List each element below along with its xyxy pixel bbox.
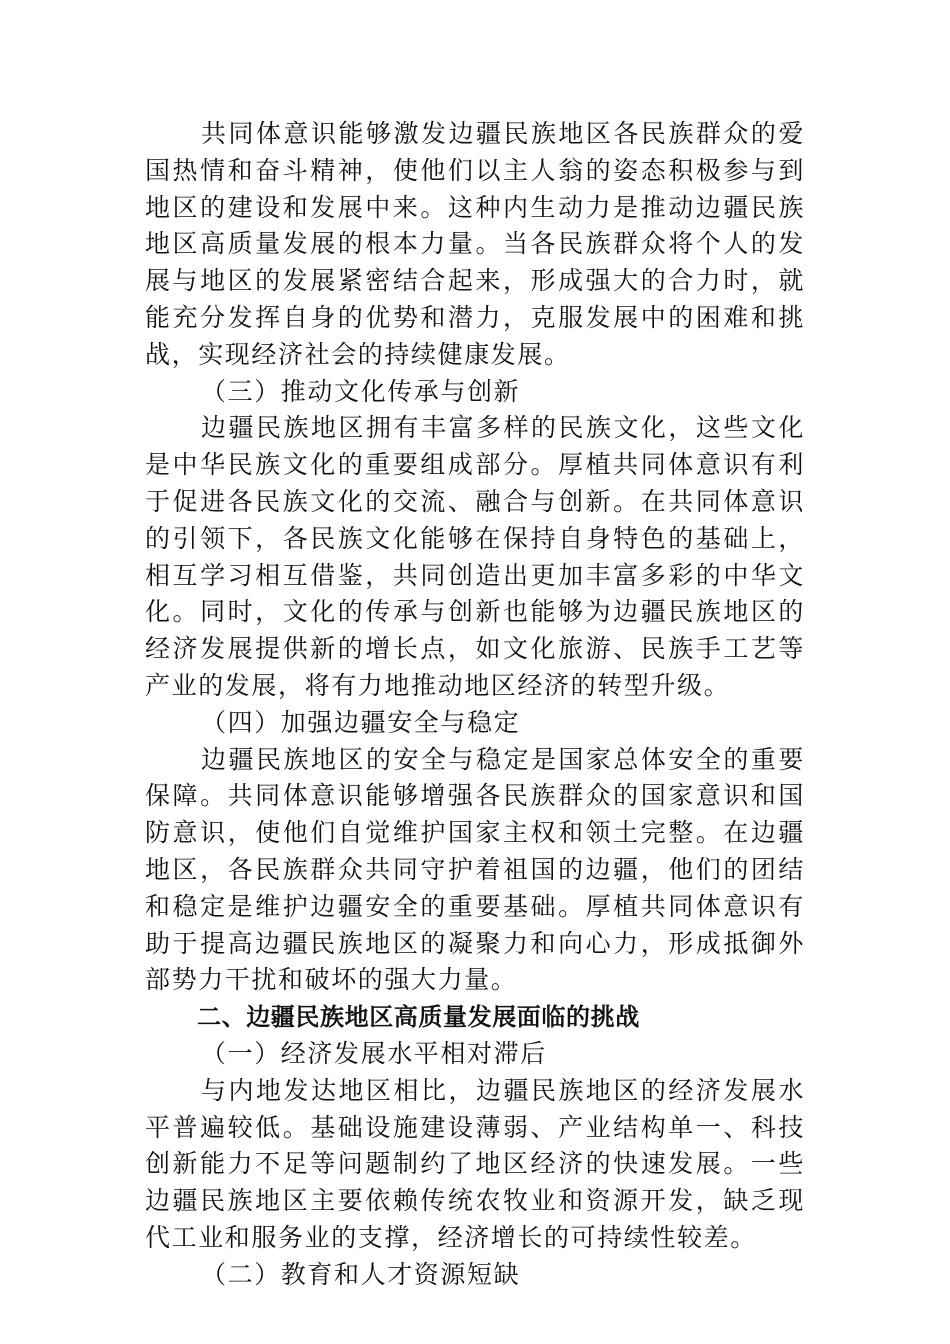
paragraph-culture-inheritance: 边疆民族地区拥有丰富多样的民族文化，这些文化是中华民族文化的重要组成部分。厚植共同体意识有利于促进各民族文化的交流、融合与创新。在共同体意识的引领下，各民族文化能够在保持自身特色的基础上，相互学习相互借鉴，共同创造出更加丰富多彩的中华文化。同时，文化的传承与创新也能够为边疆民族地区的经济发展提供新的增长点，如文化旅游、民族手工艺等产业的发展，将有力地推动地区经济的转型升级。	[145, 413, 805, 700]
section-heading-challenges: 二、边疆民族地区高质量发展面临的挑战	[197, 1003, 640, 1032]
subheading-education-talent: （二）教育和人才资源短缺	[201, 1259, 521, 1289]
subheading-culture-inheritance: （三）推动文化传承与创新	[201, 376, 521, 406]
paragraph-economic-lag: 与内地发达地区相比，边疆民族地区的经济发展水平普遍较低。基础设施建设薄弱、产业结构单一、科技创新能力不足等问题制约了地区经济的快速发展。一些边疆民族地区主要依赖传统农牧业和资源开发，缺乏现代工业和服务业的支撑，经济增长的可持续性较差。	[145, 1075, 805, 1252]
document-page	[145, 116, 805, 1294]
subheading-border-security: （四）加强边疆安全与稳定	[201, 707, 521, 737]
paragraph-border-security: 边疆民族地区的安全与稳定是国家总体安全的重要保障。共同体意识能够增强各民族群众的国家意识和国防意识，使他们自觉维护国家主权和领土完整。在边疆地区，各民族群众共同守护着祖国的边疆，他们的团结和稳定是维护边疆安全的重要基础。厚植共同体意识有助于提高边疆民族地区的凝聚力和向心力，形成抵御外部势力干扰和破坏的强大力量。	[145, 744, 805, 995]
subheading-economic-lag: （一）经济发展水平相对滞后	[201, 1038, 547, 1068]
paragraph-community-consciousness: 共同体意识能够激发边疆民族地区各民族群众的爱国热情和奋斗精神，使他们以主人翁的姿态积极参与到地区的建设和发展中来。这种内生动力是推动边疆民族地区高质量发展的根本力量。当各民族群众将个人的发展与地区的发展紧密结合起来，形成强大的合力时，就能充分发挥自身的优势和潜力，克服发展中的困难和挑战，实现经济社会的持续健康发展。	[145, 119, 805, 369]
